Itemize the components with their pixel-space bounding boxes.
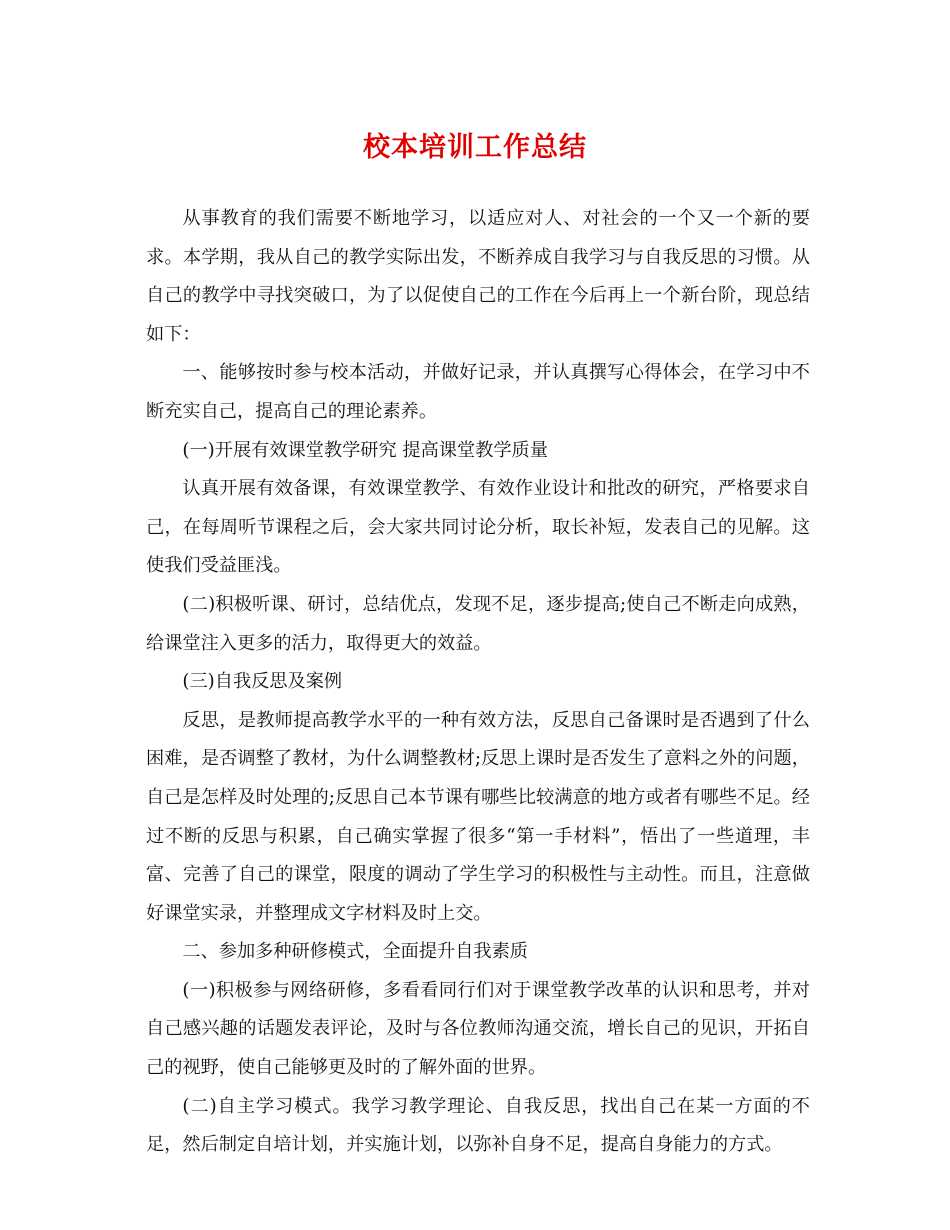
paragraph-subheading-1-1: (一)开展有效课堂教学研究 提高课堂教学质量 — [182, 439, 548, 461]
paragraph-intro: 从事教育的我们需要不断地学习，以适应对人、对社会的一个又一个新的要求。本学期，我从自己的教学实际出发，不断养成自我学习与自我反思的习惯。从自己的教学中寻找突破口，为了以促使自己的工作在今后再上一个新台阶，现总结如下： — [146, 208, 810, 345]
paragraph-2-1: (一)积极参与网络研修，多看看同行们对于课堂教学改革的认识和思考，并对自己感兴趣的话题发表评论，及时与各位教师沟通交流，增长自己的见识，开拓自己的视野，使自己能够更及时的了解外面的世界。 — [146, 979, 810, 1079]
paragraph-2-2: (二)自主学习模式。我学习教学理论、自我反思，找出自己在某一方面的不足，然后制定自培计划，并实施计划，以弥补自身不足，提高自身能力的方式。 — [146, 1095, 810, 1156]
paragraph-section-2: 二、参加多种研修模式，全面提升自我素质 — [182, 941, 528, 963]
paragraph-subheading-1-3: (三)自我反思及案例 — [182, 671, 343, 693]
paragraph-section-1: 一、能够按时参与校本活动，并做好记录，并认真撰写心得体会，在学习中不断充实自己，提高自己的理论素养。 — [146, 362, 810, 422]
paragraph-1-3-body: 反思，是教师提高教学水平的一种有效方法，反思自己备课时是否遇到了什么困难，是否调整了教材，为什么调整教材;反思上课时是否发生了意料之外的问题，自己是怎样及时处理的;反思自己本节课有哪些比较满意的地方或者有哪些不足。经过不断的反思与积累，自己确实掌握了很多“第一手材料”，悟出了一些道理，丰富、完善了自己的课堂，限度的调动了学生学习的积极性与主动性。而且，注意做好课堂实录，并整理成文字材料及时上交。 — [146, 709, 810, 924]
document-title: 校本培训工作总结 — [363, 132, 587, 163]
document-body — [146, 200, 810, 1165]
paragraph-1-1-body: 认真开展有效备课，有效课堂教学、有效作业设计和批改的研究，严格要求自己，在每周听节课程之后，会大家共同讨论分析，取长补短，发表自己的见解。这使我们受益匪浅。 — [146, 478, 810, 577]
paragraph-1-2: (二)积极听课、研讨，总结优点，发现不足，逐步提高;使自己不断走向成熟，给课堂注入更多的活力，取得更大的效益。 — [146, 593, 810, 654]
